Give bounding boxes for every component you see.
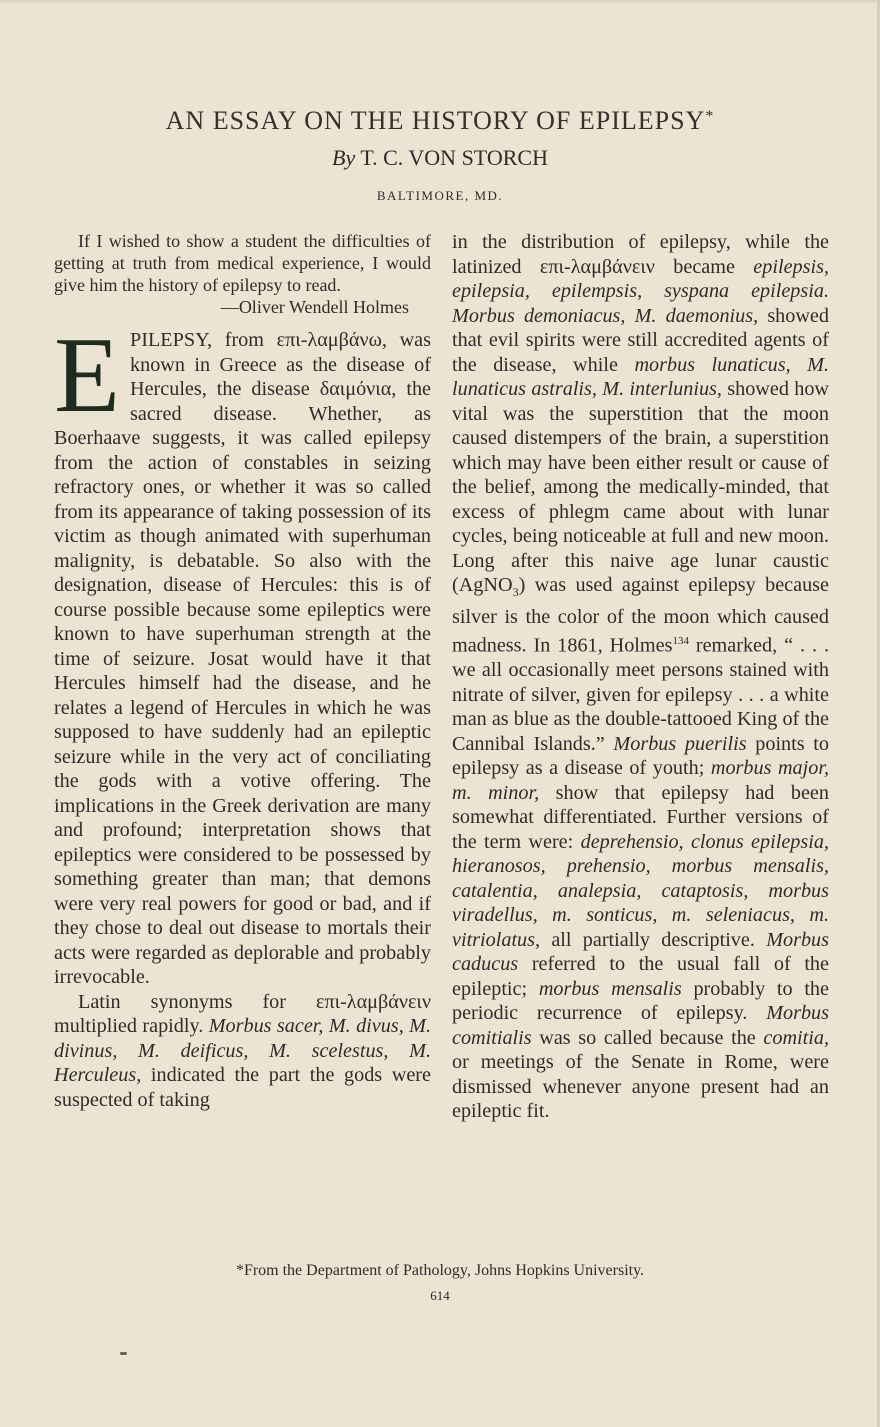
- drop-cap: E: [54, 316, 120, 435]
- page-top-edge: [0, 0, 880, 4]
- epigraph-attribution: —Oliver Wendell Holmes: [220, 297, 409, 317]
- byline-prefix: By: [332, 145, 356, 170]
- article-title: AN ESSAY ON THE HISTORY OF EPILEPSY*: [165, 106, 715, 135]
- paragraph-1: EPILEPSY, from επι-λαμβάνω, was known in Greece as the disease of Hercules, the disease δαιμόνια, the sacred disease. Whether, as Boerhaave suggests, it was called epilepsy from the action of constables in seizing refractory ones, or whether it was so called from its appearance of taking possession of its victim as though animated with superhuman malignity, is debatable. So also with the designation, disease of Hercules: this is of course possible because some epileptics were known to have superhuman strength at the time of seizure. Josat would have it that Hercules himself had the disease, and he relates a legend of Hercules in which he was supposed to have suddenly had an epileptic seizure while in the very act of conciliating the gods with a votive offering. The implications in the Greek derivation are many and profound; interpretation shows that epileptics were considered to be possessed by something greater than man; that demons were very real powers for good or bad, and if they chose to deal out disease to mortals their acts were regarded as deplorable and probably irrevocable.: [54, 316, 431, 988]
- right-column: [452, 230, 829, 1124]
- left-column: [54, 230, 431, 1112]
- paragraph-2: Latin synonyms for επι-λαμβάνειν multiplied rapidly. Morbus sacer, M. divus, M. divinus, M. deificus, M. scelestus, M. Herculeus, indicated the part the gods were suspected of taking: [54, 990, 432, 1111]
- footnote: *From the Department of Pathology, Johns Hopkins University.: [235, 1262, 645, 1279]
- author-name: T. C. VON STORCH: [360, 145, 548, 170]
- byline: [0, 145, 880, 171]
- author-location: BALTIMORE, MD.: [376, 188, 504, 203]
- epigraph: [54, 230, 431, 318]
- paragraph-2-continued: in the distribution of epilepsy, while the latinized επι-λαμβάνειν became epilepsis, epilepsia, epilempsis, syspana epilepsia. Morbus demoniacus, M. daemonius, showed that evil spirits were still accredited agents of the disease, while morbus lunaticus, M. lunaticus astralis, M. interlunius, showed how vital was the superstition that the moon caused distempers of the brain, a superstition which may have been either result or cause of the belief, among the medically-minded, that excess of phlegm came about with lunar cycles, being noticeable at full and new moon. Long after this naive age lunar caustic (AgNO$_3$) was used against epilepsy because silver is the color of the moon which caused madness. In 1861, Holmes$^{134}$ remarked, “ . . . we all occasionally meet persons stained with nitrate of silver, given for epilepsy . . . a white man as blue as the double-tattooed King of the Cannibal Islands.” Morbus puerilis points to epilepsy as a disease of youth; morbus major, m. minor, show that epilepsy had been somewhat differentiated. Further versions of the term were: deprehensio, clonus epilepsia, hieranosos, prehensio, morbus mensalis, catalentia, analepsia, cataptosis, morbus viradellus, m. sonticus, m. seleniacus, m. vitriolatus, all partially descriptive. Morbus caducus referred to the usual fall of the epileptic; morbus mensalis probably to the periodic recurrence of epilepsy. Morbus comitialis was so called because the comitia, or meetings of the Senate in Rome, were dismissed whenever anyone present had an epileptic fit.: [452, 231, 830, 1123]
- ink-speck: [120, 1352, 127, 1355]
- epigraph-text: If I wished to show a student the difficulties of getting at truth from medical experience, I would give him the history of epilepsy to read.: [54, 231, 431, 295]
- page-number: 614: [430, 1288, 450, 1303]
- title-footnote-mark: *: [705, 108, 715, 125]
